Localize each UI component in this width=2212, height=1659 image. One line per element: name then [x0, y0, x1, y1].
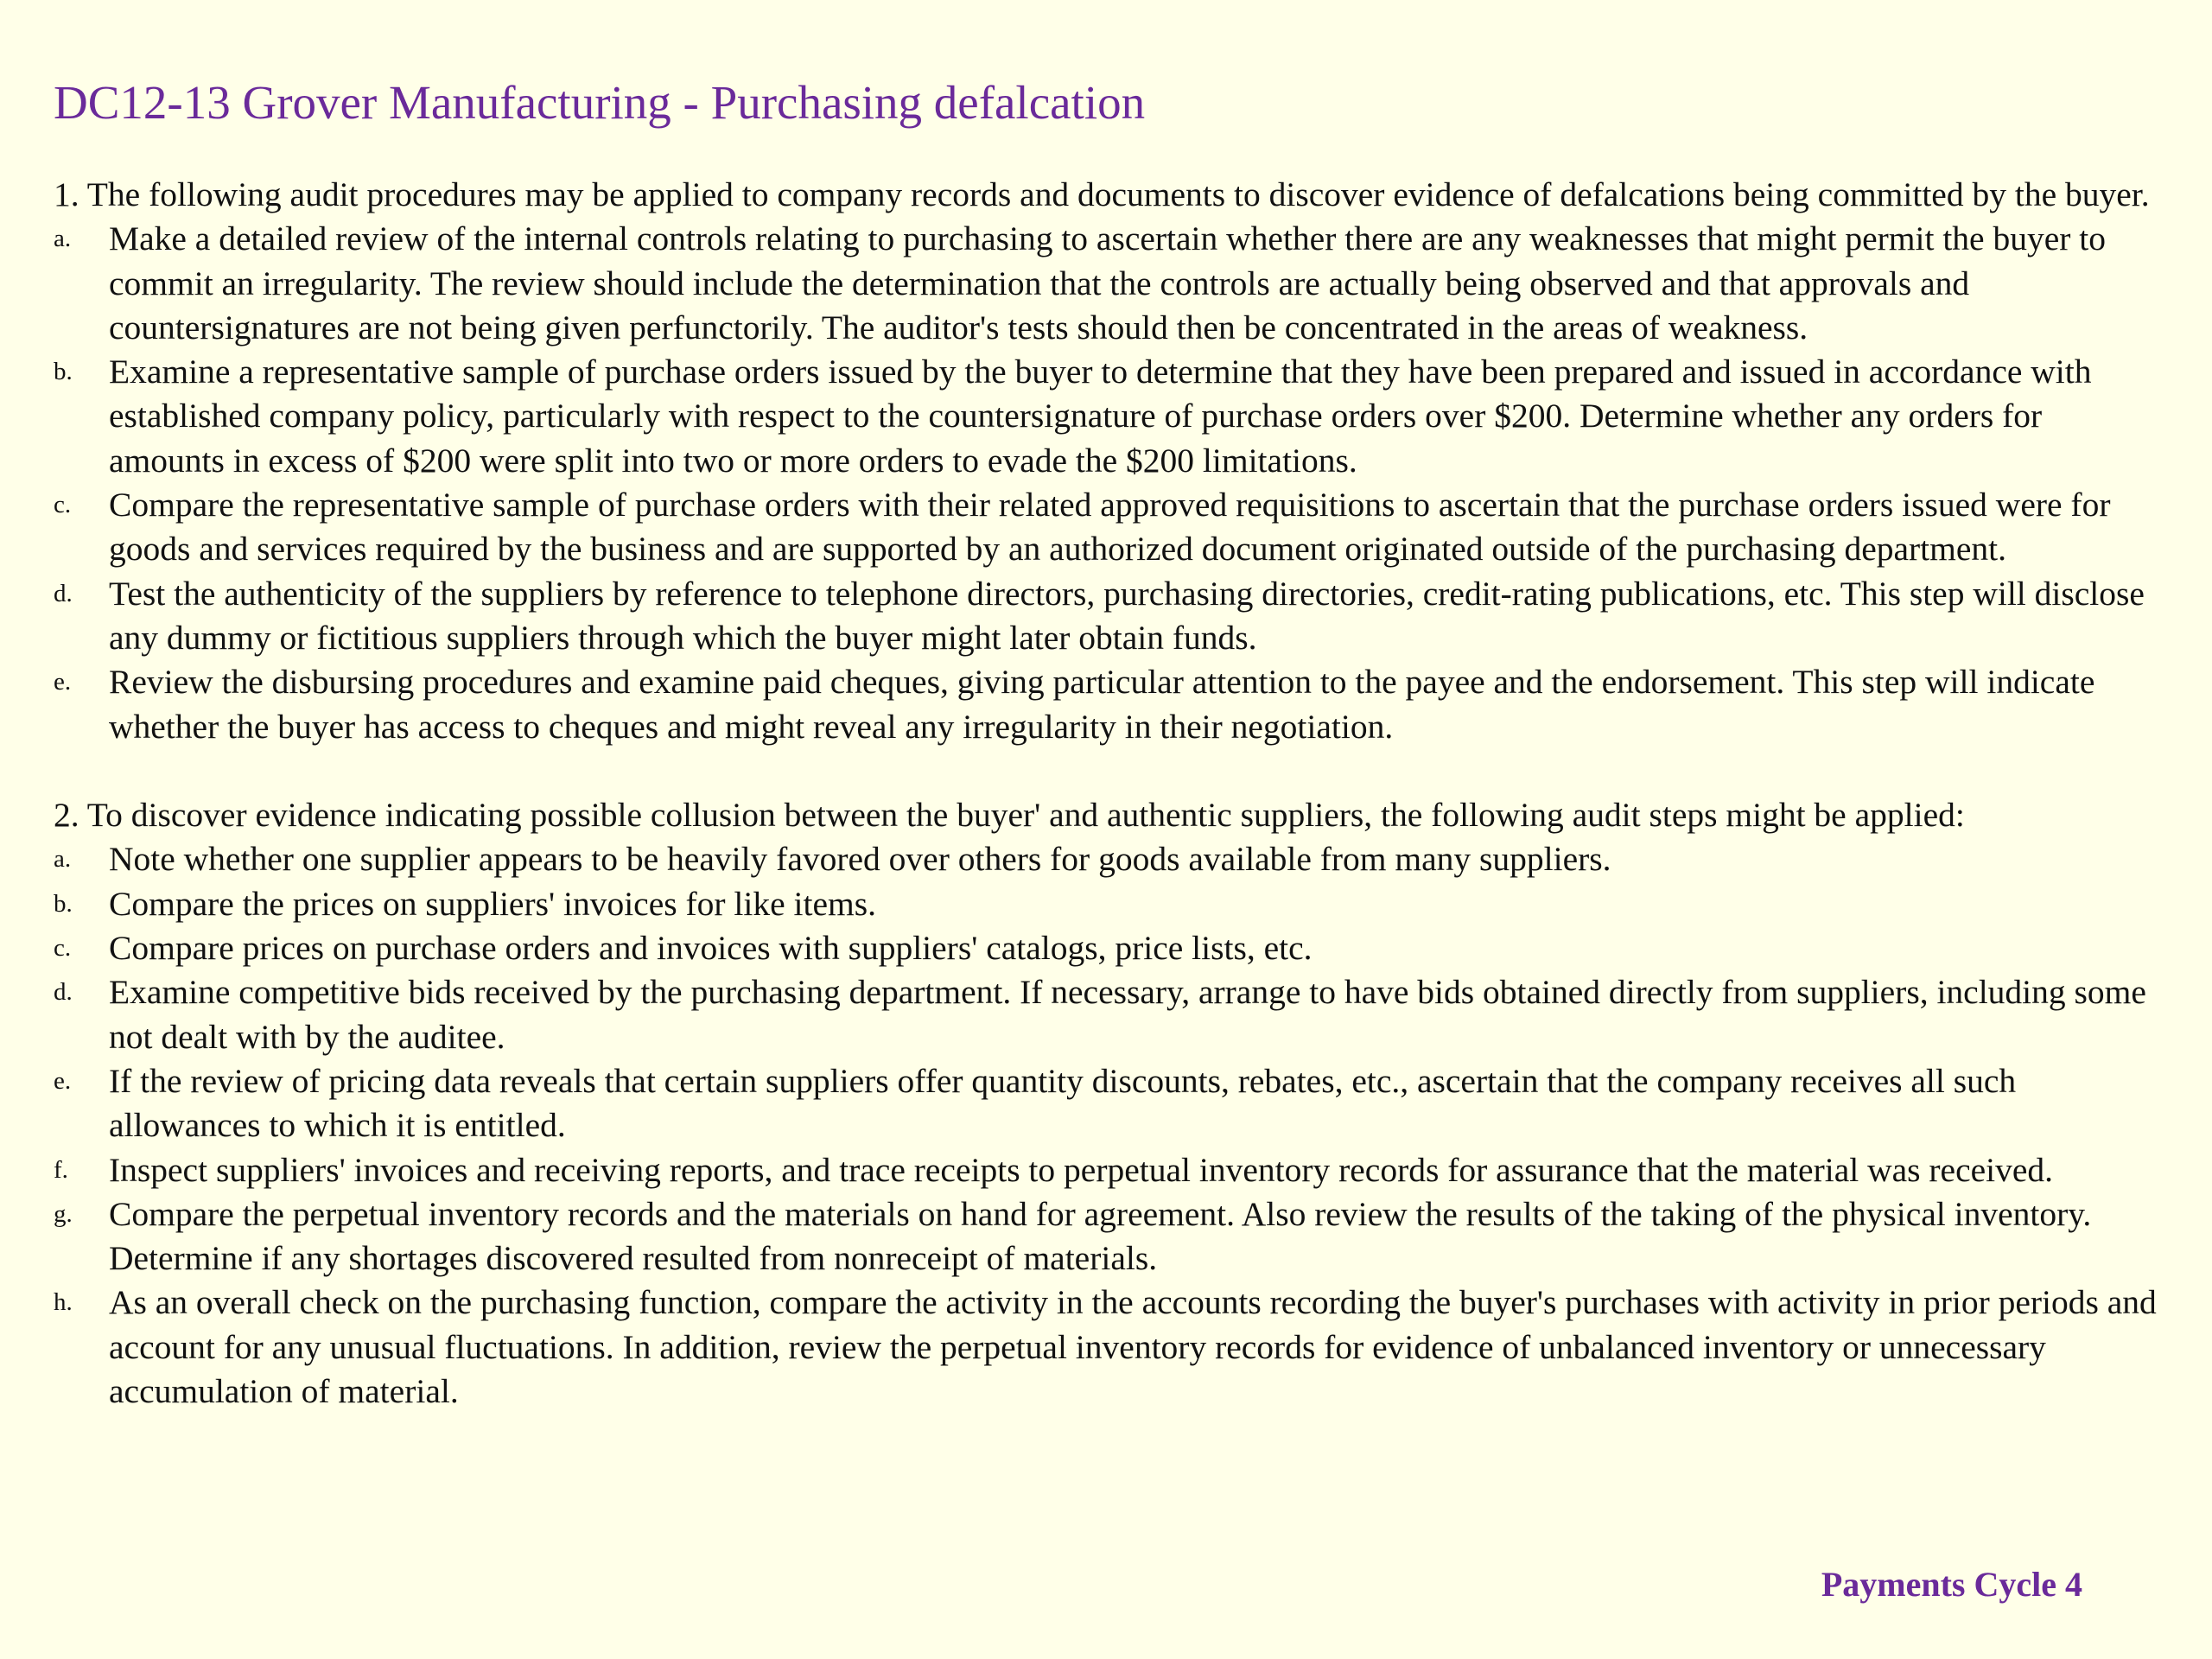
- section-defalcation-procedures: [54, 173, 2162, 749]
- section-collusion-steps: [54, 793, 2162, 1414]
- procedure-list: [54, 837, 2162, 1414]
- list-marker: c.: [54, 491, 72, 519]
- list-marker: a.: [54, 225, 72, 253]
- list-item-text: Compare prices on purchase orders and invoices with suppliers' catalogs, price lists, etc.: [109, 929, 1313, 968]
- list-marker: d.: [54, 579, 73, 607]
- list-item: [54, 483, 2162, 572]
- procedure-list: [54, 217, 2162, 749]
- list-item: [54, 350, 2162, 483]
- list-item-text: As an overall check on the purchasing function, compare the activity in the accounts recording the buyer's purchases with activity in prior periods and account for any unusual fluctuations. In addition, review the perpetual inventory records for evidence of unbalanced inventory or unnecessary accumulation of material.: [109, 1283, 2157, 1411]
- section-intro: 2. To discover evidence indicating possible collusion between the buyer' and authentic suppliers, the following audit steps might be applied:: [54, 796, 1965, 835]
- list-item: [54, 1148, 2162, 1192]
- section-intro: 1. The following audit procedures may be applied to company records and documents to discover evidence of defalcations being committed by the buyer.: [54, 175, 2150, 213]
- list-marker: c.: [54, 934, 72, 963]
- list-item: [54, 217, 2162, 350]
- list-item: [54, 660, 2162, 749]
- list-item: [54, 926, 2162, 970]
- list-marker: b.: [54, 889, 73, 918]
- list-item-text: Inspect suppliers' invoices and receiving reports, and trace receipts to perpetual inventory records for assurance that the material was received.: [109, 1150, 2054, 1189]
- list-item-text: Note whether one supplier appears to be heavily favored over others for goods available from many suppliers.: [109, 840, 1611, 879]
- slide-title: DC12-13 Grover Manufacturing - Purchasing defalcation: [54, 76, 1146, 129]
- list-marker: b.: [54, 358, 73, 386]
- list-item-text: Make a detailed review of the internal controls relating to purchasing to ascertain whether there are any weaknesses that might permit the buyer to commit an irregularity. The review should include the determination that the controls are actually being observed and that approvals and countersignatures are not being given perfunctorily. The auditor's tests should then be concentrated in the areas of weakness.: [109, 219, 2107, 346]
- list-item: [54, 572, 2162, 661]
- list-marker: h.: [54, 1288, 73, 1317]
- list-marker: f.: [54, 1155, 68, 1184]
- list-item-text: Test the authenticity of the suppliers by reference to telephone directors, purchasing directories, credit-rating publications, etc. This step will disclose any dummy or fictitious suppliers through which the buyer might later obtain funds.: [109, 574, 2145, 657]
- list-item: [54, 837, 2162, 881]
- list-item-text: Compare the prices on suppliers' invoices for like items.: [109, 884, 876, 923]
- list-marker: a.: [54, 845, 72, 874]
- list-item: [54, 1281, 2162, 1414]
- list-marker: e.: [54, 1066, 72, 1095]
- list-item-text: Examine competitive bids received by the purchasing department. If necessary, arrange to have bids obtained directly from suppliers, including some not dealt with by the auditee.: [109, 973, 2146, 1056]
- list-item: [54, 1192, 2162, 1281]
- slide-body: [54, 173, 2162, 1414]
- list-item-text: Examine a representative sample of purchase orders issued by the buyer to determine that they have been prepared and issued in accordance with established company policy, particularly with respect to the countersignature of purchase orders over $200. Determine whether any orders for amounts in excess of $200 were split into two or more orders to evade the $200 limitations.: [109, 353, 2092, 480]
- list-marker: e.: [54, 668, 72, 696]
- list-item: [54, 882, 2162, 926]
- list-marker: d.: [54, 978, 73, 1007]
- list-item-text: Compare the perpetual inventory records and the materials on hand for agreement. Also review the results of the taking of the physical inventory. Determine if any shortages discovered resulted from nonreceipt of materials.: [109, 1194, 2092, 1278]
- slide-footer: Payments Cycle 4: [1821, 1565, 2082, 1604]
- list-item: [54, 970, 2162, 1059]
- list-item: [54, 1059, 2162, 1148]
- list-item-text: Review the disbursing procedures and examine paid cheques, giving particular attention to the payee and the endorsement. This step will indicate whether the buyer has access to cheques and might reveal any irregularity in their negotiation.: [109, 663, 2095, 746]
- list-item-text: If the review of pricing data reveals that certain suppliers offer quantity discounts, rebates, etc., ascertain that the company receives all such allowances to which it is entitled.: [109, 1061, 2017, 1145]
- list-item-text: Compare the representative sample of purchase orders with their related approved requisitions to ascertain that the purchase orders issued were for goods and services required by the business and are supported by an authorized document originated outside of the purchasing department.: [109, 486, 2111, 569]
- list-marker: g.: [54, 1199, 73, 1228]
